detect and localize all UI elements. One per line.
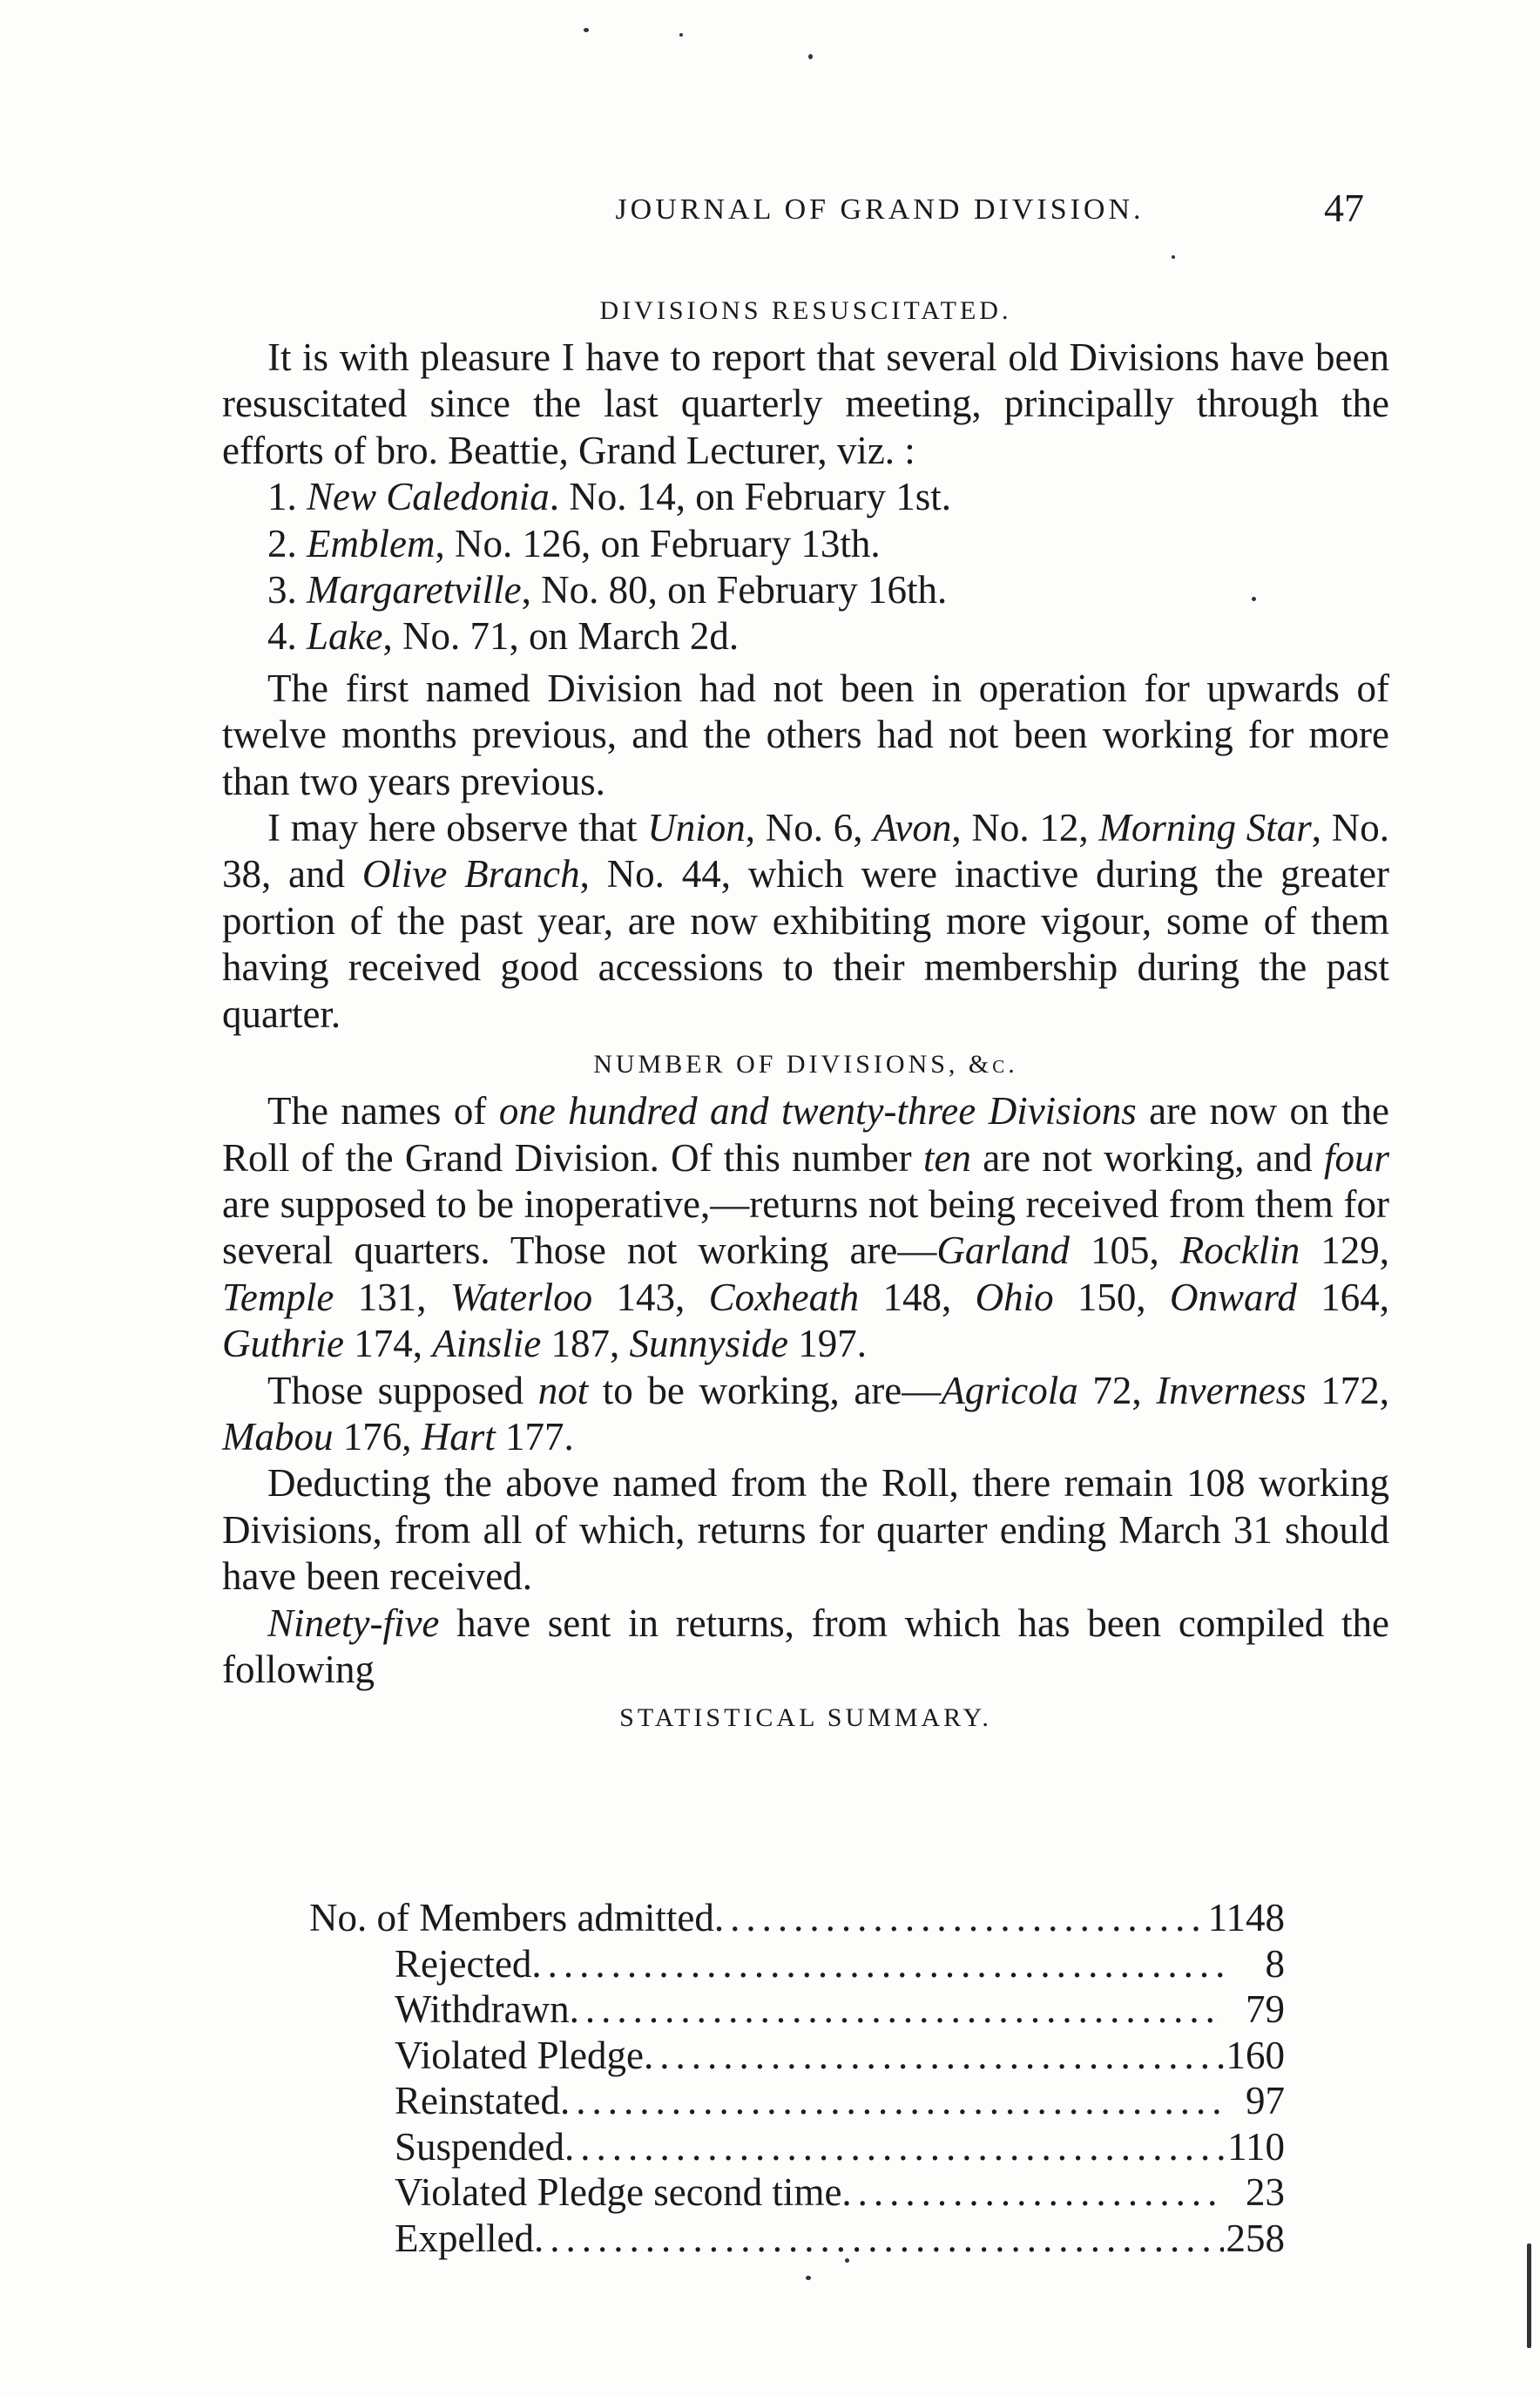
- division-name: Agricola: [941, 1368, 1078, 1412]
- division-number: 129,: [1300, 1228, 1390, 1273]
- summary-row: [309, 2216, 1285, 2262]
- division-number: 172,: [1306, 1368, 1389, 1412]
- division-number: 176,: [333, 1414, 422, 1459]
- summary-row: [309, 1987, 1285, 2033]
- summary-label: Expelled: [395, 2216, 534, 2260]
- leader-dots: [644, 2033, 1224, 2078]
- summary-row: [309, 2033, 1285, 2079]
- summary-value: 1148: [1207, 1896, 1285, 1939]
- list-item: [222, 521, 1389, 567]
- division-number: 131,: [334, 1275, 450, 1319]
- scan-edge-mark: [1527, 2244, 1531, 2348]
- summary-value: 110: [1227, 2124, 1285, 2169]
- section-heading-number-of-divisions: NUMBER OF DIVISIONS, &c.: [593, 1050, 1018, 1080]
- summary-value: 8: [1265, 1941, 1285, 1986]
- summary-row: [309, 1895, 1285, 1941]
- leader-dots: [534, 2216, 1224, 2261]
- paragraph-returns: Ninety-five have sent in returns, from which has been compiled the following: [222, 1601, 1389, 1691]
- division-name: Rocklin: [1179, 1228, 1300, 1273]
- division-number: 105,: [1069, 1228, 1180, 1273]
- leader-dots: [841, 2169, 1224, 2215]
- summary-label: Violated Pledge second time: [395, 2170, 842, 2214]
- statistical-summary-table: [309, 1895, 1285, 2261]
- summary-label: No. of Members admitted: [309, 1896, 714, 1939]
- section-heading-statistical-summary: STATISTICAL SUMMARY.: [619, 1703, 992, 1733]
- summary-value: 79: [1246, 1987, 1285, 2031]
- summary-row: [309, 1941, 1285, 1987]
- division-name: Inverness: [1156, 1368, 1307, 1412]
- page-number: 47: [1324, 186, 1364, 230]
- division-name: Onward: [1170, 1275, 1297, 1319]
- scan-speck: [584, 28, 589, 32]
- leader-dots: [564, 2124, 1224, 2169]
- summary-value: 23: [1246, 2170, 1285, 2214]
- division-number: 148,: [859, 1275, 976, 1319]
- division-number: 187,: [541, 1322, 630, 1366]
- summary-label: Reinstated: [395, 2079, 560, 2122]
- division-name: Emblem: [307, 521, 436, 565]
- division-name: Coxheath: [708, 1275, 860, 1319]
- summary-label: Rejected: [395, 1941, 532, 1986]
- list-number: 4.: [267, 614, 297, 659]
- division-name: Ainslie: [432, 1322, 542, 1366]
- division-number: 174,: [344, 1322, 433, 1366]
- division-number: 197.: [787, 1322, 867, 1366]
- list-item: [222, 567, 1389, 613]
- division-name: Lake: [307, 614, 383, 659]
- summary-label: Suspended: [395, 2124, 564, 2169]
- summary-value: 97: [1246, 2079, 1285, 2122]
- division-name: Garland: [936, 1228, 1070, 1273]
- leader-dots: [570, 1987, 1224, 2032]
- summary-row: [309, 2078, 1285, 2124]
- division-name: Union: [647, 806, 746, 850]
- section-heading-divisions-resuscitated: DIVISIONS RESUSCITATED.: [599, 296, 1012, 325]
- division-name: Avon: [873, 806, 952, 850]
- paragraph-roll: The names of one hundred and twenty-three Divisions are now on the Roll of the Grand Division. Of this number ten are not working, and four are supposed to be inoperative,—returns not being received from them for several quarters. Those not working are—Garland 105, Rocklin 129, Temple 131, Waterloo 143, Coxheath 148, Ohio 150, Onward 164, Guthrie 174, Ainslie 187, Sunnyside 197.: [222, 1089, 1390, 1366]
- running-title: JOURNAL OF GRAND DIVISION.: [615, 193, 1145, 226]
- division-name: Morning Star: [1098, 806, 1312, 850]
- summary-row: [309, 2124, 1285, 2170]
- division-name: Sunnyside: [629, 1322, 788, 1366]
- division-detail: , No. 126, on February 13th.: [435, 521, 881, 565]
- division-detail: , No. 71, on March 2d.: [382, 614, 740, 659]
- division-detail: . No. 14, on February 1st.: [549, 475, 951, 519]
- summary-value: 160: [1226, 2033, 1285, 2077]
- division-number: 150,: [1053, 1275, 1171, 1319]
- division-name: Mabou: [222, 1414, 334, 1459]
- division-name: Hart: [421, 1414, 496, 1459]
- paragraph-intro: It is with pleasure I have to report that several old Divisions have been resuscitated since the last quarterly meeting, principally through the efforts of bro. Beattie, Grand Lecturer, viz. :: [222, 335, 1389, 472]
- division-number: 164,: [1296, 1275, 1390, 1319]
- scan-speck: [808, 54, 813, 59]
- summary-row: [309, 2169, 1285, 2216]
- division-name: Temple: [222, 1275, 334, 1319]
- list-number: 1.: [267, 475, 297, 519]
- summary-value: 258: [1226, 2216, 1285, 2260]
- list-number: 2.: [267, 521, 297, 565]
- scan-speck: [679, 33, 683, 37]
- summary-label: Withdrawn: [395, 1987, 570, 2031]
- summary-label: Violated Pledge: [395, 2033, 644, 2077]
- division-name: Guthrie: [222, 1322, 344, 1366]
- list-item: [222, 613, 1389, 660]
- division-name: New Caledonia: [307, 475, 550, 519]
- division-detail: , No. 80, on February 16th.: [521, 568, 948, 613]
- division-name: Ohio: [975, 1275, 1054, 1319]
- paragraph-observe: I may here observe that Union, No. 6, Avon, No. 12, Morning Star, No. 38, and Olive Branch, No. 44, which were inactive during the greater portion of the past year, are now exhibiting more vigour, some of them having received good accessions to their membership during the past quarter.: [222, 806, 1390, 1036]
- leader-dots: [714, 1895, 1208, 1940]
- division-number: 72,: [1077, 1368, 1157, 1412]
- division-number: 143,: [592, 1275, 709, 1319]
- division-number: 177.: [495, 1414, 574, 1459]
- division-name: Olive Branch: [361, 852, 580, 897]
- list-number: 3.: [267, 568, 297, 613]
- paragraph-first-named: The first named Division had not been in operation for upwards of twelve months previous, and the others had not been working for more than two years previous.: [222, 666, 1389, 803]
- list-item: [222, 474, 1389, 520]
- scan-speck: [1172, 255, 1175, 259]
- leader-dots: [531, 1941, 1224, 1987]
- scan-speck: [806, 2276, 811, 2280]
- paragraph-supposed: Those supposed not to be working, are—Agricola 72, Inverness 172, Mabou 176, Hart 177.: [222, 1368, 1389, 1459]
- body-text: [222, 288, 1389, 1742]
- paragraph-deducting: Deducting the above named from the Roll, there remain 108 working Divisions, from all of which, returns for quarter ending March 31 should have been received.: [222, 1461, 1389, 1599]
- division-name: Waterloo: [449, 1275, 593, 1319]
- leader-dots: [560, 2078, 1224, 2123]
- division-name: Margaretville: [307, 568, 522, 613]
